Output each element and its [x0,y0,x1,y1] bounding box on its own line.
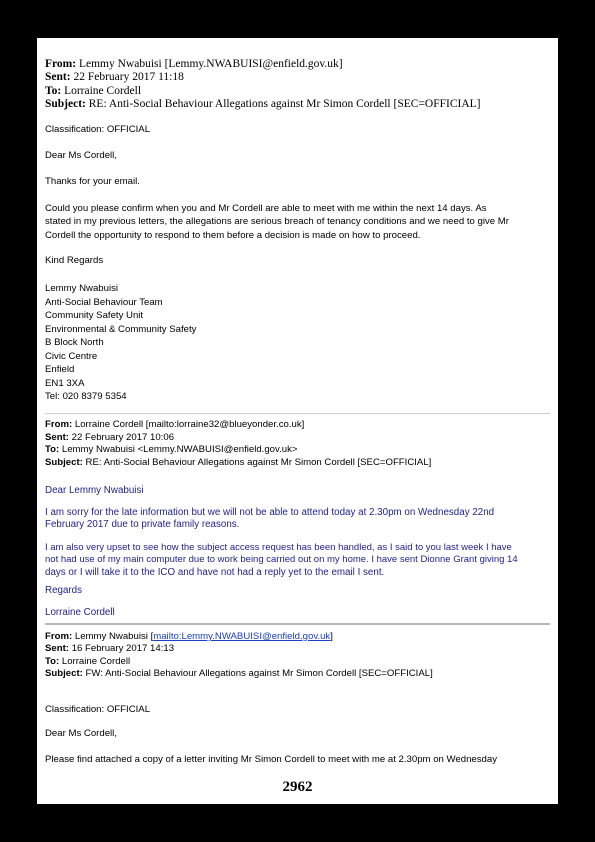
page-number: 2962 [282,779,313,795]
sent-label: Sent: [45,71,71,84]
to-label: To: [45,84,62,97]
from-name: Lemmy Nwabuisi [ [74,631,154,642]
email1-classification: Classification: OFFICIAL [45,124,151,135]
signature-line: Lemmy Nwabuisi [45,283,119,294]
sent-label: Sent: [45,643,69,655]
separator [45,623,550,625]
sent-value: 16 February 2017 14:13 [71,643,175,655]
email2-greeting: Dear Lemmy Nwabuisi [45,485,144,496]
to-label: To: [45,655,60,667]
subject-label: Subject: [45,456,83,468]
subject-value: RE: Anti-Social Behaviour Allegations against Mr Simon Cordell [SEC=OFFICIAL] [88,98,481,111]
email2-signature: Lorraine Cordell [45,607,115,618]
to-value: Lorraine Cordell [64,84,142,97]
sent-label: Sent: [45,431,69,443]
from-value: Lorraine Cordell [mailto:lorraine32@blueyonder.co.uk] [74,419,305,430]
body-line: I am also very upset to see how the subject access request has been handled, as I said to you last week I have [45,542,512,553]
signature-line: EN1 3XA [45,377,85,389]
to-label: To: [45,444,60,456]
subject-value: FW: Anti-Social Behaviour Allegations against Mr Simon Cordell [SEC=OFFICIAL] [85,668,433,680]
email2-header [45,419,550,469]
signature-line: Anti-Social Behaviour Team [45,296,163,308]
from-label: From: [45,58,77,70]
body-line: not had use of my main computer due to work being carried out on my home. I have sent Dionne Grant giving 14 [45,554,518,566]
subject-value: RE: Anti-Social Behaviour Allegations against Mr Simon Cordell [SEC=OFFICIAL] [85,456,432,468]
signature-line: Enfield [45,364,75,375]
body-line: Could you please confirm when you and Mr Cordell are able to meet with me within the next 14 days. As [45,203,487,214]
email1-greeting: Dear Ms Cordell, [45,150,117,161]
subject-label: Subject: [45,668,83,680]
email2-closing: Regards [45,585,83,596]
from-value: Lemmy Nwabuisi [Lemmy.NWABUISI@enfield.gov.uk] [78,58,343,70]
signature-line: Community Safety Unit [45,310,144,321]
email3-header [45,631,550,681]
to-value: Lorraine Cordell [61,655,131,667]
sent-value: 22 February 2017 11:18 [73,71,184,84]
email2-para2 [45,542,550,579]
body-line: days or I will take it to the ICO and have not had a reply yet to the email I sent. [45,566,385,578]
email3-greeting: Dear Ms Cordell, [45,728,117,739]
body-line: February 2017 due to private family reasons. [45,519,240,531]
signature-line: B Block North [45,337,104,348]
email3-body: Please find attached a copy of a letter inviting Mr Simon Cordell to meet with me at 2.30pm on Wednesday [45,754,498,765]
body-line: stated in my previous letters, the allegations are serious breach of tenancy conditions and we need to give Mr [45,216,509,228]
from-label: From: [45,631,73,642]
sent-value: 22 February 2017 10:06 [71,431,175,443]
from-label: From: [45,419,73,430]
email-link[interactable]: mailto:Lemmy.NWABUISI@enfield.gov.uk [153,631,331,642]
email1-header [45,58,480,112]
email1-thanks: Thanks for your email. [45,176,140,187]
from-end: ] [330,631,333,642]
signature-line: Environmental & Community Safety [45,323,197,335]
body-line: I am sorry for the late information but we will not be able to attend today at 2.30pm on Wednesday 22nd [45,507,495,518]
to-value: Lemmy Nwabuisi <Lemmy.NWABUISI@enfield.gov.uk> [61,444,298,456]
signature-line: Tel: 020 8379 5354 [45,391,127,402]
email1-closing: Kind Regards [45,255,104,266]
email3-classification: Classification: OFFICIAL [45,704,151,715]
signature-line: Civic Centre [45,350,98,362]
document-page [37,38,558,804]
body-line: Cordell the opportunity to respond to them before a decision is made on how to proceed. [45,229,421,241]
separator [45,413,550,414]
subject-label: Subject: [45,98,86,111]
email1-body [45,202,550,242]
email1-signature [45,282,550,404]
email2-para1 [45,507,550,532]
